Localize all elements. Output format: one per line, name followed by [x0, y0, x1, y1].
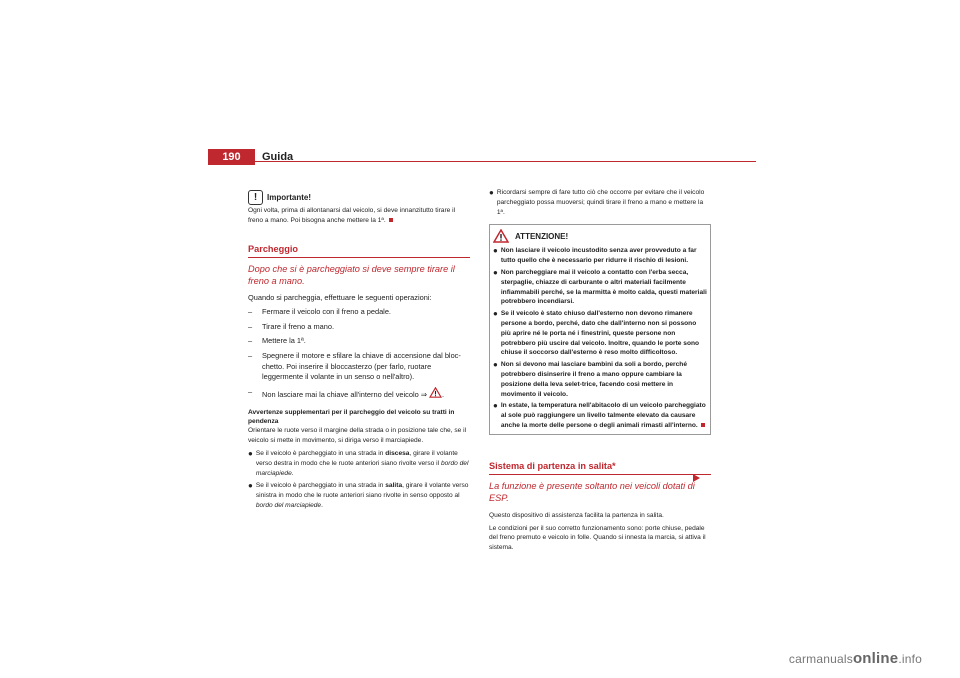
warning-box — [489, 224, 711, 434]
right-column — [489, 188, 711, 553]
note-text: Ogni volta, prima di allontanarsi dal veicolo, si deve innanzitutto tirare il freno a mano. Poi bisogna anche mettere la 1ª. — [248, 207, 456, 224]
top-bullet: ● Ricordarsi sempre di fare tutto ciò che occorre per evitare che il veicolo parcheggiato possa muoversi; quindi tirare il freno a mano e mettere la 1ª. — [489, 188, 705, 216]
left-column — [248, 188, 470, 511]
page-number: 190 — [208, 149, 255, 165]
subhead-pendenza: Avvertenze supplementari per il parcheggio del veicolo su tratti in pendenza — [248, 409, 455, 426]
exclamation-box-icon: ! — [248, 190, 263, 205]
note-title: Importante! — [267, 192, 311, 202]
warning-triangle-icon — [429, 387, 442, 398]
section-subtitle-parcheggio: Dopo che si è parcheggiato si deve sempre tirare il freno a mano. — [248, 263, 455, 286]
red-square-icon — [389, 218, 393, 222]
warning-header — [493, 229, 707, 243]
step-1: – Fermare il veicolo con il freno a pedale. — [248, 307, 391, 317]
warning-triangle-icon — [493, 229, 509, 243]
warning-title: ATTENZIONE! — [515, 231, 569, 241]
red-square-icon — [701, 423, 705, 427]
partenza-para-1: Questo dispositivo di assistenza facilita la partenza in salita. — [489, 511, 664, 519]
warning-item: ● Non parcheggiare mai il veicolo a contatto con l'erba secca, sterpaglie, chiazze di carburante o altri materiali facilmente infiammabili perché, se la marmitta è molto calda, questi materiali potrebbero incendiarsi. — [493, 267, 707, 306]
warning-item: ● In estate, la temperatura nell'abitacolo di un veicolo parcheggiato al sole può raggiungere un livello talmente elevato da causare anche la morte delle persone o degli animali rimasti all'interno. — [493, 401, 706, 429]
warning-item: ● Se il veicolo è stato chiuso dall'esterno non devono rimanere persone a bordo, perché, dato che dall'interno non si possono più aprire né le porta né i finestrini, queste persone non potrebbero più uscire dal veicolo. Inoltre, quando le porte sono chiuse il soccorso dall'esterno è reso molto difficoltoso. — [493, 309, 700, 357]
step-4: – Spegnere il motore e sfilare la chiave di accensione dal bloc-chetto. Poi inserire il bloccasterzo (per farlo, ruotare leggermente il volante in un senso o nell'altro). — [248, 350, 461, 382]
bullet-discesa: ● Se il veicolo è parcheggiato in una strada in discesa, girare il volante verso destra in modo che le ruote anteriori siano rivolte verso il bordo del marciapiede. — [248, 448, 469, 477]
warning-item: ● Non lasciare il veicolo incustodito senza aver provveduto a far tutto quello che è necessario per ridurre il rischio di lesioni. — [493, 246, 697, 265]
note-header — [248, 188, 470, 206]
step-5: – Non lasciare mai la chiave all'interno del veicolo ⇒ . — [248, 386, 445, 399]
intro-text: Quando si parcheggia, effettuare le seguenti operazioni: — [248, 292, 432, 302]
footer-watermark: carmanualsonline.info — [788, 650, 922, 667]
header-rule — [208, 161, 756, 162]
bullet-salita: ● Se il veicolo è parcheggiato in una strada in salita, girare il volante verso sinistra in modo che le ruote anteriori siano rivolte in senso opposto al bordo del marciapiede. — [248, 481, 469, 509]
subhead-text: Orientare le ruote verso il margine della strada o in posizione tale che, se il veicolo si mette in movimento, si diriga verso il marciapiede. — [248, 427, 467, 445]
step-2: – Tirare il freno a mano. — [248, 321, 335, 331]
section-title-parcheggio: Parcheggio — [248, 244, 470, 258]
section-subtitle-partenza: La funzione è presente soltanto nei veicoli dotati di ESP. — [489, 480, 695, 503]
partenza-para-2: Le condizioni per il suo corretto funzionamento sono: porte chiuse, pedale del freno premuto e veicolo in folle. Quando si innesta la marcia, si attiva il sistema. — [489, 524, 706, 552]
section-title-partenza: Sistema di partenza in salita* — [489, 461, 711, 475]
header-title: Guida — [262, 151, 294, 163]
warning-item: ● Non si devono mai lasciare bambini da soli a bordo, perché potrebbero disinserire il freno a mano oppure cambiare la posizione della leva selet-trice, facendo così mettere in movimento il veicolo. — [493, 360, 687, 398]
step-3: – Mettere la 1ª. — [248, 336, 306, 346]
continue-arrow-icon — [693, 474, 700, 482]
